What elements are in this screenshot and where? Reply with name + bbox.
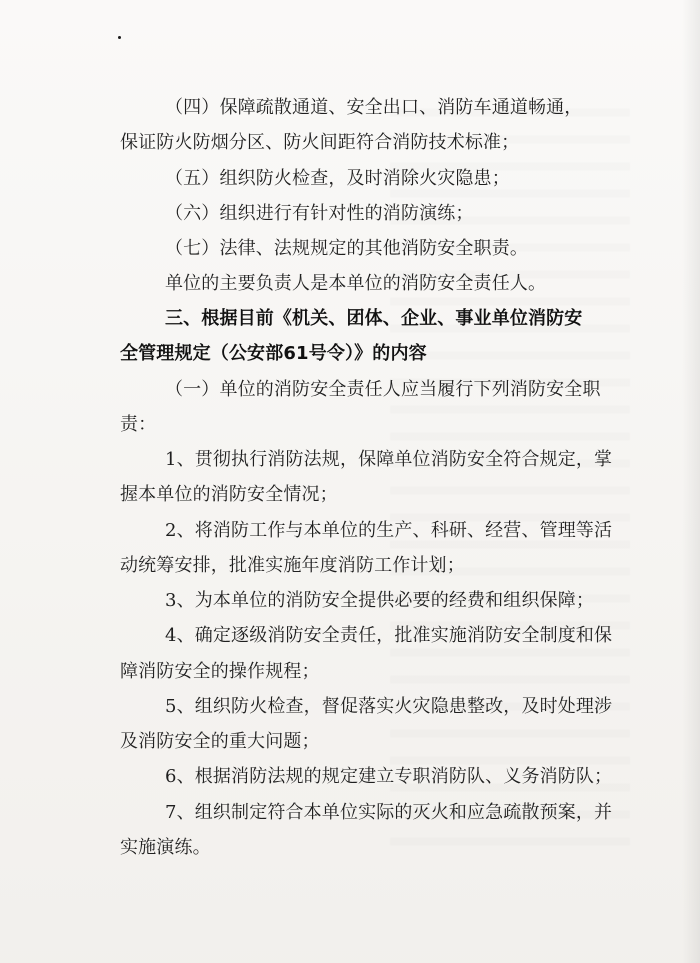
paragraph-line: 及消防安全的重大问题；: [120, 731, 320, 752]
paragraph-line: 7、组织制定符合本单位实际的灭火和应急疏散预案，并: [165, 802, 613, 823]
paragraph-line: 实施演练。: [120, 837, 211, 858]
paragraph-line: 2、将消防工作与本单位的生产、科研、经营、管理等活: [165, 520, 613, 541]
paragraph-line: 单位的主要负责人是本单位的消防安全责任人。: [165, 273, 547, 294]
paragraph-line: 3、为本单位的消防安全提供必要的经费和组织保障；: [165, 590, 595, 611]
paragraph-line: 保证防火防烟分区、防火间距符合消防技术标准；: [120, 132, 520, 153]
paragraph-line: 握本单位的消防安全情况；: [120, 484, 338, 505]
paragraph-line: （四）保障疏散通道、安全出口、消防车通道畅通，: [165, 97, 583, 118]
paragraph-line: 4、确定逐级消防安全责任，批准实施消防安全制度和保: [165, 625, 613, 646]
section-heading-line: 三、根据目前《机关、团体、企业、事业单位消防安: [165, 308, 583, 329]
paragraph-line: （六）组织进行有针对性的消防演练；: [165, 203, 474, 224]
paragraph-line: 责：: [120, 414, 157, 435]
paragraph-line: （五）组织防火检查，及时消除火灾隐患；: [165, 168, 510, 189]
paragraph-line: 5、组织防火检查，督促落实火灾隐患整改，及时处理涉: [165, 696, 613, 717]
paragraph-line: 动统筹安排，批准实施年度消防工作计划；: [120, 555, 465, 576]
paragraph-line: （一）单位的消防安全责任人应当履行下列消防安全职: [165, 379, 601, 400]
paragraph-line: 1、贯彻执行消防法规，保障单位消防安全符合规定，掌: [165, 449, 613, 470]
paragraph-line: 障消防安全的操作规程；: [120, 661, 320, 682]
section-heading-line: 全管理规定（公安部61号令）》的内容: [120, 343, 427, 364]
paragraph-line: 6、根据消防法规的规定建立专职消防队、义务消防队；: [165, 766, 613, 787]
paragraph-line: （七）法律、法规规定的其他消防安全职责。: [165, 238, 528, 259]
scan-speck: [118, 36, 121, 39]
